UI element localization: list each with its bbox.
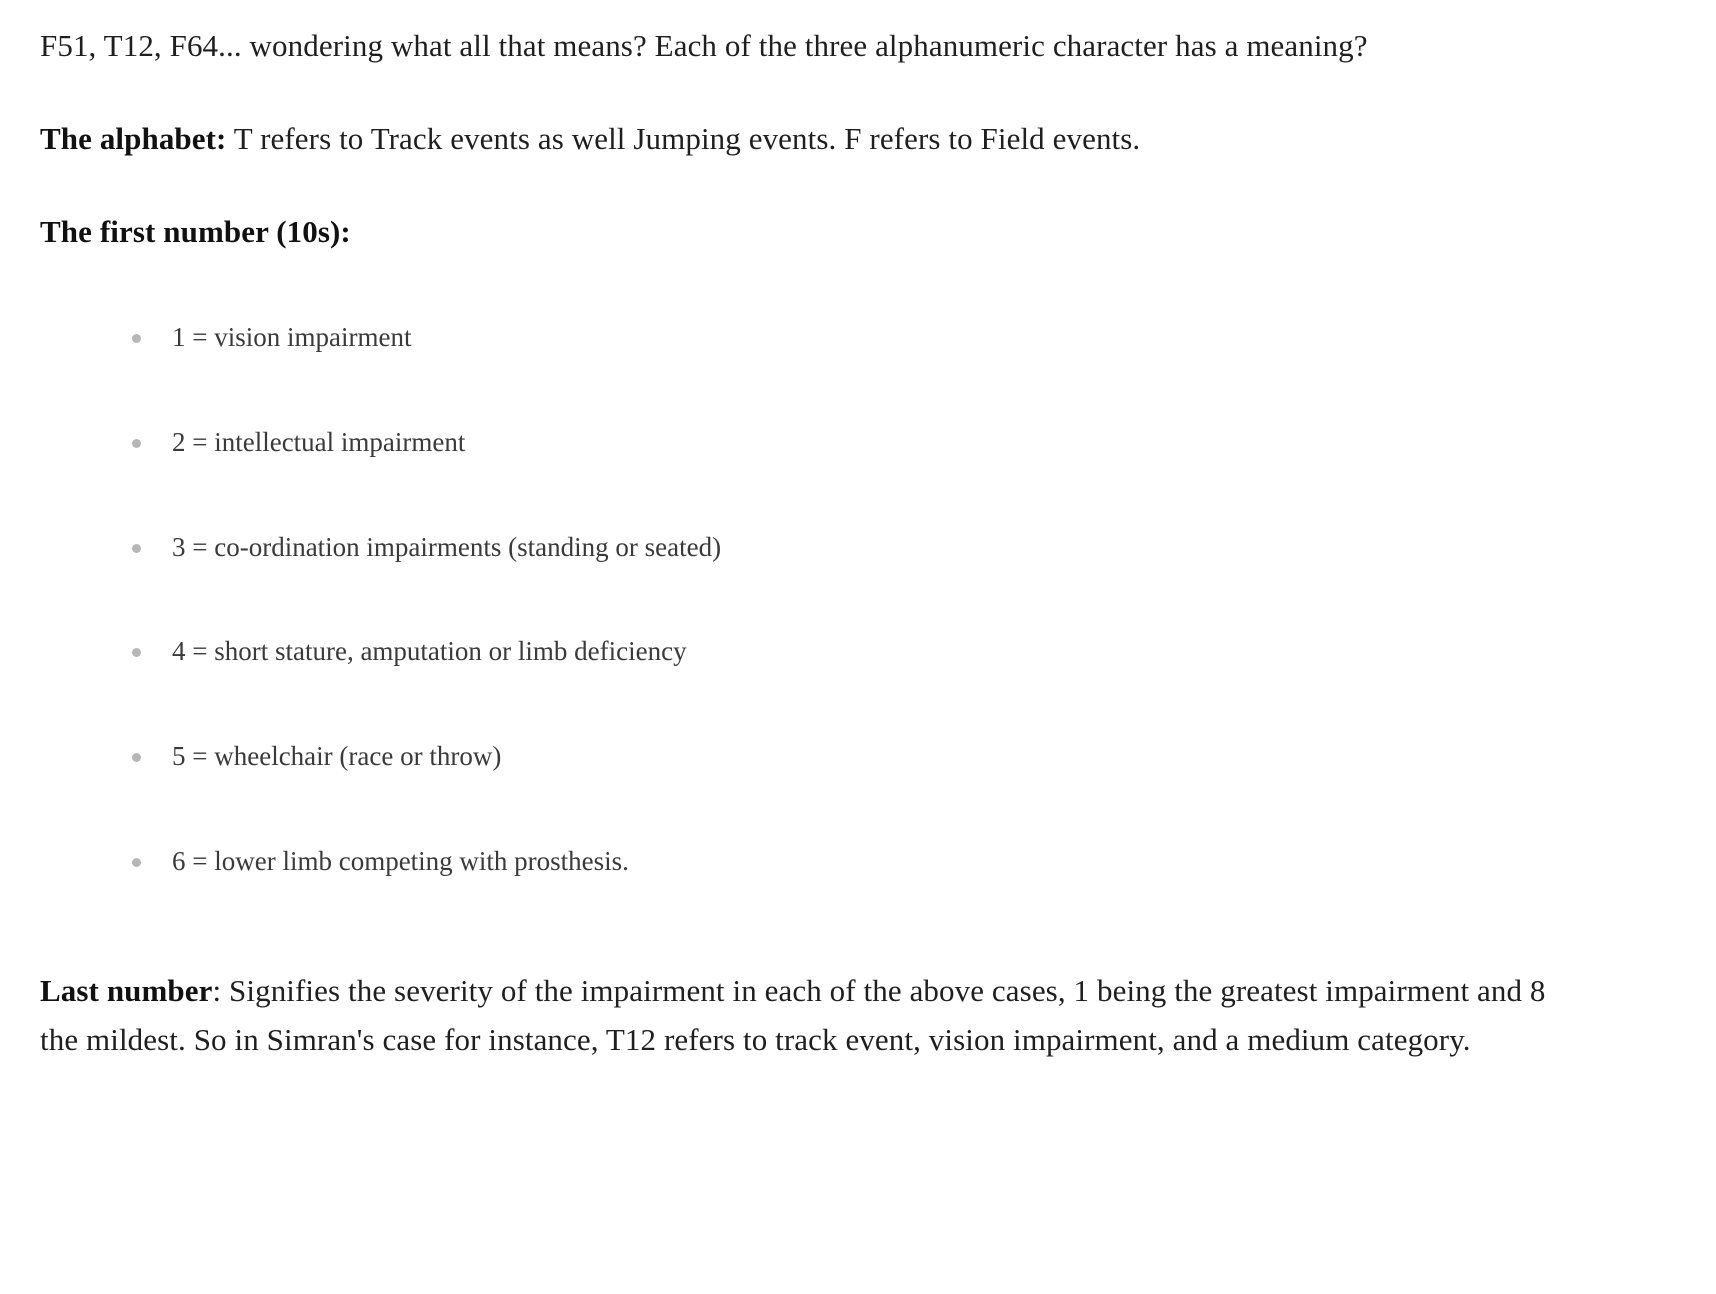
list-item (40, 738, 1676, 776)
list-item-label: 3 = co-ordination impairments (standing or seated) (172, 531, 722, 562)
list-item (40, 529, 1676, 567)
alphabet-paragraph (40, 115, 1570, 164)
list-item (40, 424, 1676, 462)
first-number-heading: The first number (10s): (40, 213, 351, 249)
list-item (40, 319, 1676, 357)
last-number-label: Last number (40, 972, 213, 1008)
list-item (40, 843, 1676, 881)
last-number-paragraph (40, 967, 1570, 1065)
list-item (40, 633, 1676, 671)
intro-paragraph: F51, T12, F64... wondering what all that means? Each of the three alphanumeric character has a meaning? (40, 28, 1368, 63)
last-number-text: : Signifies the severity of the impairment in each of the above cases, 1 being the greatest impairment and 8 the mildest. So in Simran's case for instance, T12 refers to track event, vision impairment, and a medium category. (40, 972, 1546, 1057)
classification-list (40, 319, 1676, 881)
list-item-label: 1 = vision impairment (172, 321, 412, 352)
list-item-label: 5 = wheelchair (race or throw) (172, 741, 502, 772)
alphabet-label: The alphabet: (40, 120, 227, 156)
list-item-label: 6 = lower limb competing with prosthesis. (172, 845, 629, 876)
list-item-label: 2 = intellectual impairment (172, 426, 466, 457)
alphabet-text: T refers to Track events as well Jumping events. F refers to Field events. (226, 120, 1141, 156)
list-item-label: 4 = short stature, amputation or limb deficiency (172, 636, 687, 667)
